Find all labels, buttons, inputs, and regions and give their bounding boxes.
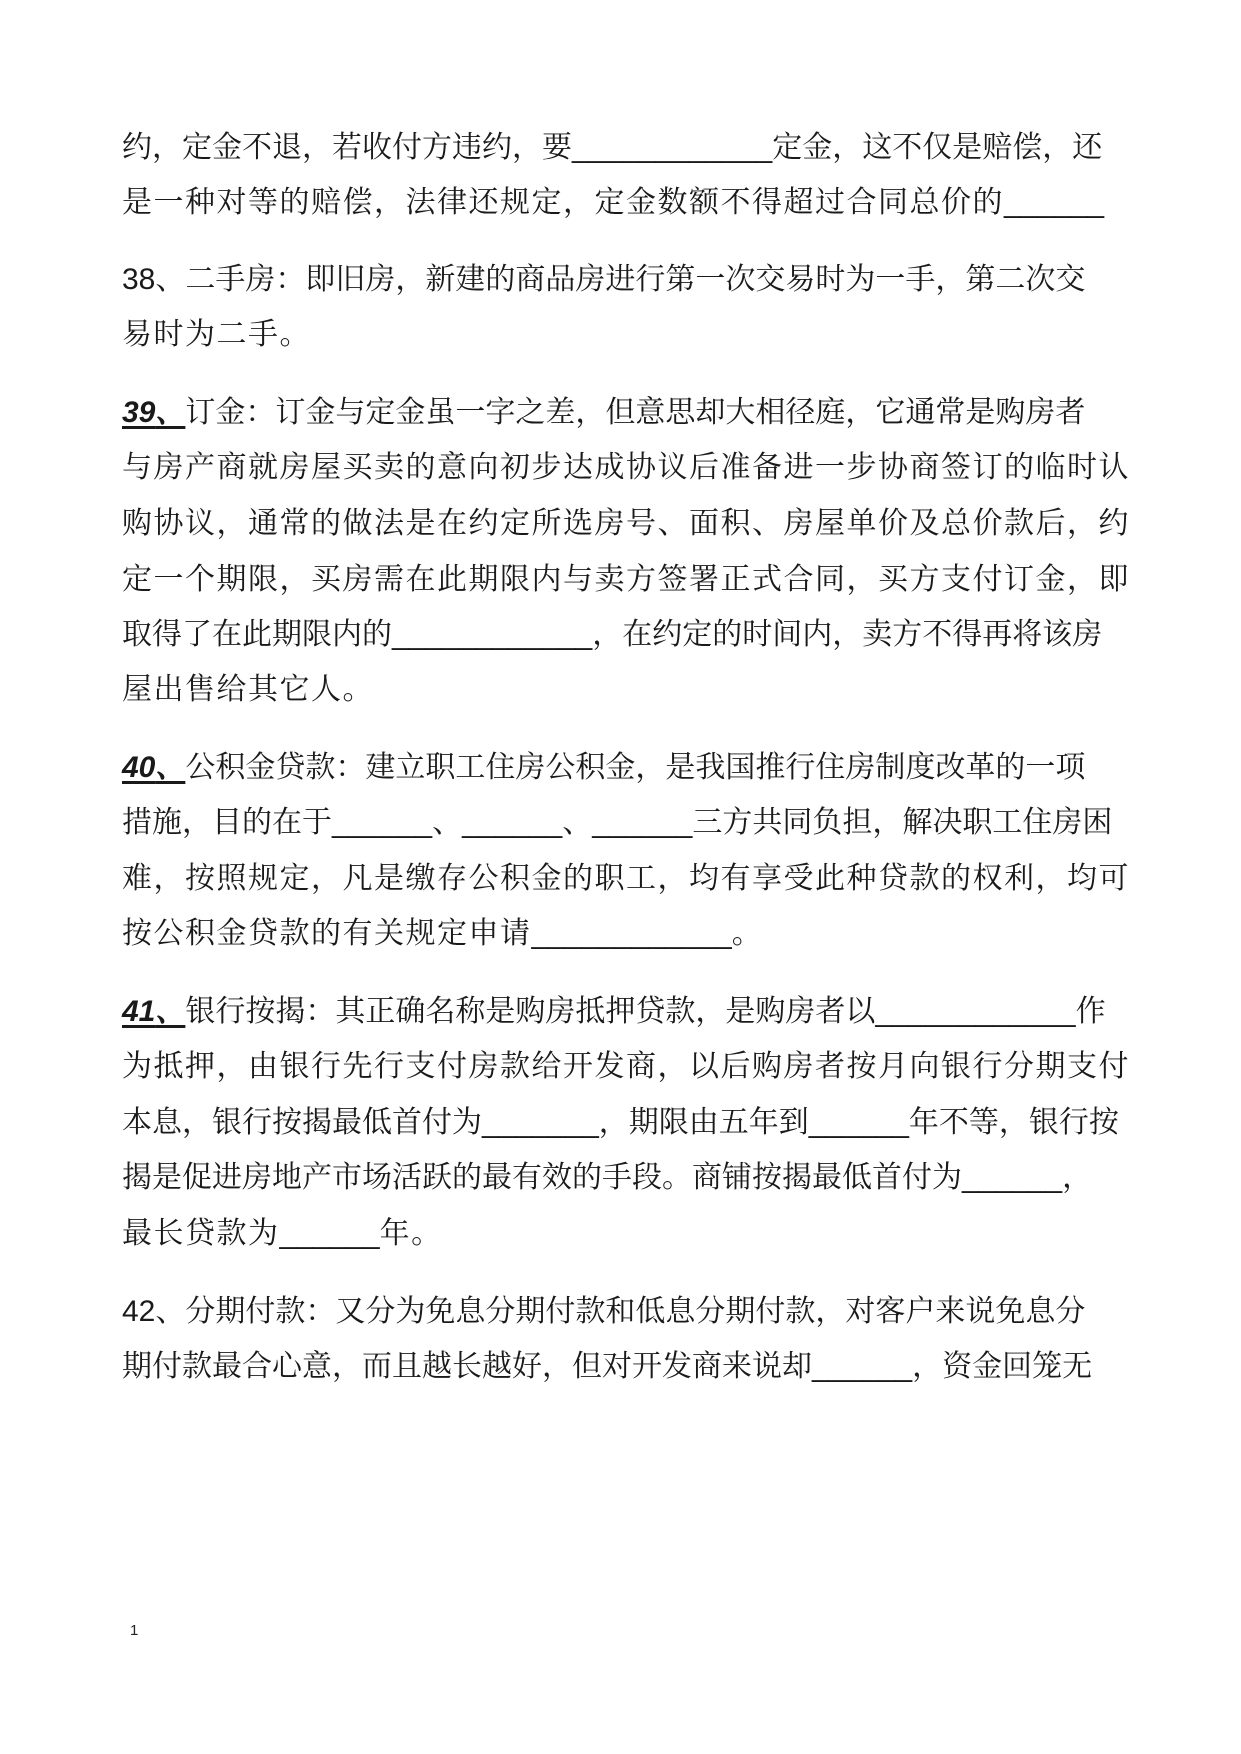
text-segment: 、 bbox=[432, 805, 463, 840]
text-segment: ，在约定的时间内，卖方不得再将该房 bbox=[592, 617, 1103, 652]
text-segment: 难，按照规定，凡是缴存公积金的职工，均有享受此种贷款的权利，均可 bbox=[122, 861, 1130, 896]
text-line bbox=[122, 183, 1132, 223]
fill-blank: ______ bbox=[962, 1161, 1063, 1194]
text-line bbox=[122, 260, 1132, 300]
item-number: 38 bbox=[122, 263, 156, 296]
fill-blank: ______ bbox=[332, 806, 433, 839]
text-segment: 易时为二手。 bbox=[122, 317, 311, 352]
text-line bbox=[122, 914, 1132, 954]
text-segment: 约，定金不退，若收付方违约，要 bbox=[122, 130, 572, 165]
text-line bbox=[122, 992, 1132, 1032]
text-segment: 银行按揭：其正确名称是购房抵押贷款，是购房者以 bbox=[185, 994, 876, 1029]
text-line bbox=[122, 1047, 1132, 1087]
text-segment: 、 bbox=[562, 805, 593, 840]
text-segment: 屋出售给其它人。 bbox=[122, 672, 374, 707]
fill-blank: ______ bbox=[279, 1217, 380, 1250]
text-line bbox=[122, 670, 1132, 710]
text-line bbox=[122, 1214, 1132, 1254]
text-segment: 本息，银行按揭最低首付为 bbox=[122, 1105, 482, 1140]
text-segment: 。 bbox=[731, 916, 764, 951]
text-line bbox=[122, 1158, 1132, 1198]
text-segment: 定一个期限，买房需在此期限内与卖方签署正式合同，买方支付订金，即 bbox=[122, 562, 1130, 597]
text-line bbox=[122, 748, 1132, 788]
text-segment: 订金：订金与定金虽一字之差，但意思却大相径庭，它通常是购房者 bbox=[185, 395, 1086, 430]
text-segment: 期付款最合心意，而且越长越好，但对开发商来说却 bbox=[122, 1349, 812, 1384]
text-line bbox=[122, 393, 1132, 433]
text-line bbox=[122, 1292, 1132, 1332]
text-segment: 取得了在此期限内的 bbox=[122, 617, 392, 652]
text-segment: 公积金贷款：建立职工住房公积金，是我国推行住房制度改革的一项 bbox=[185, 750, 1086, 785]
fill-blank: ____________ bbox=[531, 917, 732, 950]
text-segment: 是一种对等的赔偿，法律还规定，定金数额不得超过合同总价的 bbox=[122, 185, 1004, 220]
text-line bbox=[122, 560, 1132, 600]
fill-blank: ______ bbox=[462, 806, 563, 839]
fill-blank: ____________ bbox=[572, 131, 773, 164]
item-number: 39、 bbox=[122, 396, 186, 429]
item-number: 42 bbox=[122, 1295, 156, 1328]
text-segment: 三方共同负担，解决职工住房困 bbox=[692, 805, 1113, 840]
text-segment: ，期限由五年到 bbox=[598, 1105, 809, 1140]
text-segment: ，资金回笼无 bbox=[912, 1349, 1093, 1384]
fill-blank: ______ bbox=[1004, 186, 1105, 219]
text-segment: 按公积金贷款的有关规定申请 bbox=[122, 916, 532, 951]
text-segment: 措施，目的在于 bbox=[122, 805, 332, 840]
item-number: 41、 bbox=[122, 995, 186, 1028]
fill-blank: ______ bbox=[812, 1350, 913, 1383]
fill-blank: ____________ bbox=[875, 995, 1076, 1028]
text-segment: 年。 bbox=[379, 1216, 443, 1251]
text-line bbox=[122, 1103, 1132, 1143]
text-segment: 购协议，通常的做法是在约定所选房号、面积、房屋单价及总价款后，约 bbox=[122, 506, 1130, 541]
text-segment: 最长贷款为 bbox=[122, 1216, 280, 1251]
item-number: 40、 bbox=[122, 751, 186, 784]
page-number: 1 bbox=[130, 1622, 139, 1639]
fill-blank: ______ bbox=[808, 1106, 909, 1139]
text-segment: 与房产商就房屋买卖的意向初步达成协议后准备进一步协商签订的临时认 bbox=[122, 450, 1130, 485]
text-segment: ， bbox=[1062, 1160, 1093, 1195]
text-segment: 揭是促进房地产市场活跃的最有效的手段。商铺按揭最低首付为 bbox=[122, 1160, 962, 1195]
fill-blank: ____________ bbox=[392, 618, 593, 651]
text-segment: 为抵押，由银行先行支付房款给开发商，以后购房者按月向银行分期支付 bbox=[122, 1049, 1130, 1084]
text-segment: 、二手房：即旧房，新建的商品房进行第一次交易时为一手，第二次交 bbox=[155, 262, 1086, 297]
text-segment: 定金，这不仅是赔偿，还 bbox=[772, 130, 1103, 165]
text-line bbox=[122, 615, 1132, 655]
text-line bbox=[122, 859, 1132, 899]
text-line bbox=[122, 315, 1132, 355]
text-segment: 、分期付款：又分为免息分期付款和低息分期付款，对客户来说免息分 bbox=[155, 1294, 1086, 1329]
fill-blank: _______ bbox=[482, 1106, 599, 1139]
text-line bbox=[122, 448, 1132, 488]
text-line bbox=[122, 504, 1132, 544]
fill-blank: ______ bbox=[592, 806, 693, 839]
text-line bbox=[122, 128, 1132, 168]
text-line bbox=[122, 1347, 1132, 1387]
text-segment: 作 bbox=[1075, 994, 1106, 1029]
text-segment: 年不等，银行按 bbox=[908, 1105, 1119, 1140]
text-line bbox=[122, 803, 1132, 843]
